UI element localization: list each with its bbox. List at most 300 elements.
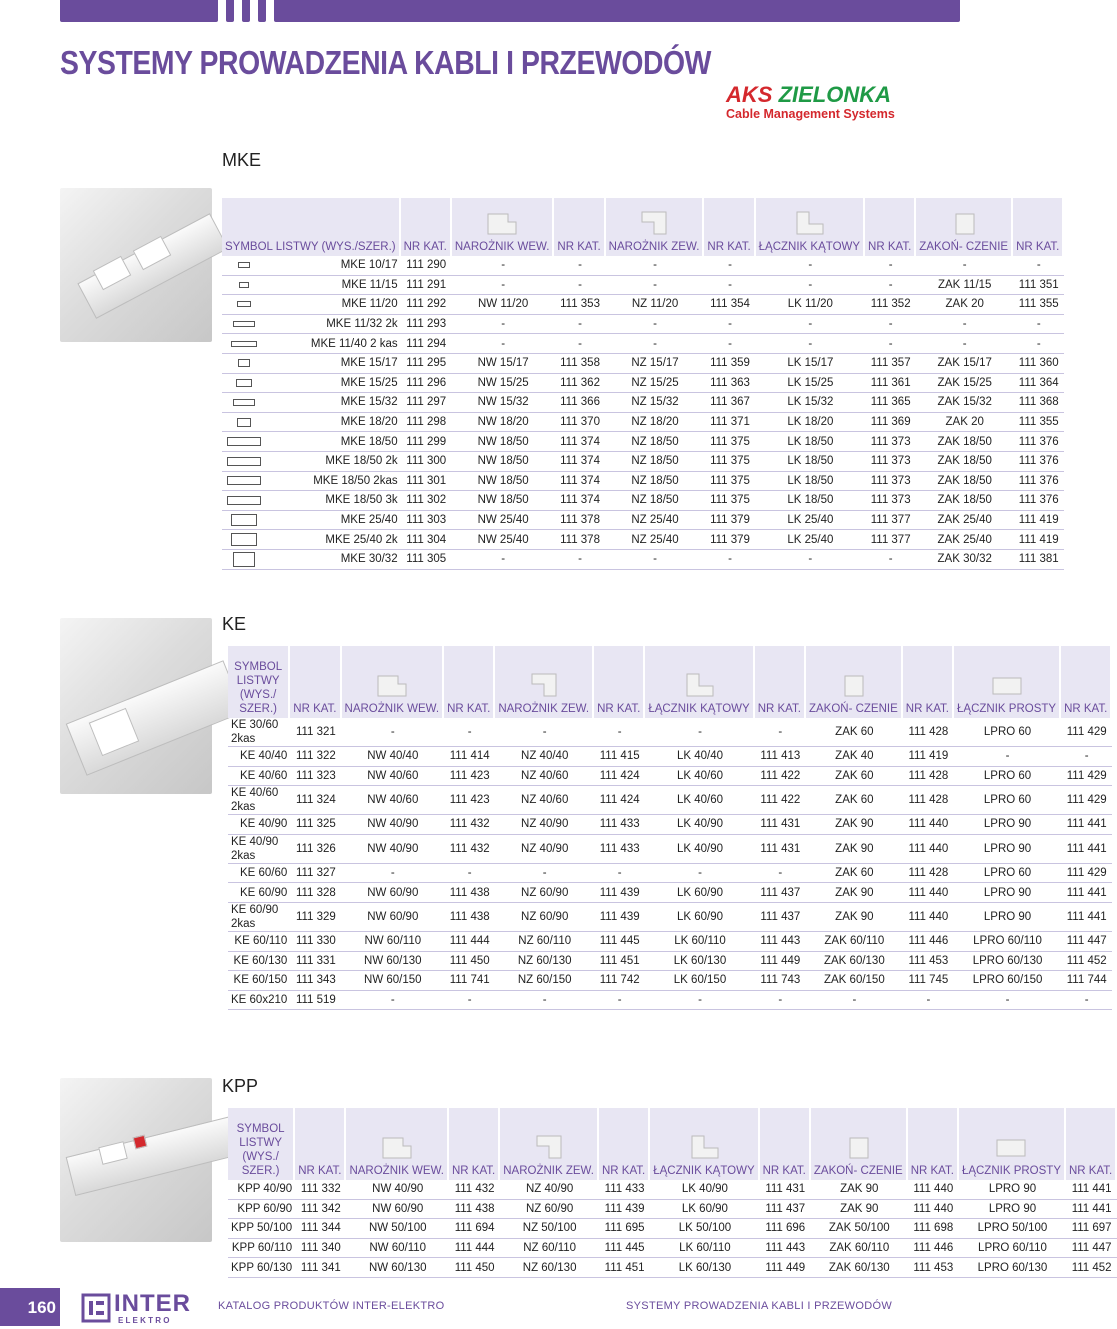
header-nr xyxy=(1061,646,1112,718)
table-cell: 111 373 xyxy=(865,432,916,452)
ke-header-row xyxy=(228,646,1112,718)
table-cell: 111 429 xyxy=(1061,786,1112,815)
table-row xyxy=(228,864,1112,884)
table-cell: 111 440 xyxy=(908,1200,959,1220)
table-cell: 111 440 xyxy=(908,1180,959,1200)
table-cell: ZAK 90 xyxy=(806,815,903,835)
table-cell: NZ 25/40 xyxy=(606,530,705,550)
table-cell: - xyxy=(1013,256,1064,276)
table-cell: LK 18/50 xyxy=(756,452,865,472)
table-cell: 111 374 xyxy=(554,472,605,492)
table-cell: 111 373 xyxy=(865,472,916,492)
table-cell: 111 451 xyxy=(594,952,645,972)
table-cell: 111 445 xyxy=(599,1239,650,1259)
table-cell: LK 60/110 xyxy=(650,1239,759,1259)
table-cell: - xyxy=(495,864,594,884)
table-cell: 111 422 xyxy=(755,786,806,815)
table-cell-icon xyxy=(222,472,266,492)
table-cell: 111 443 xyxy=(760,1239,811,1259)
header-straight-joint xyxy=(959,1108,1066,1180)
table-cell: - xyxy=(606,276,705,296)
header-end-cap xyxy=(916,198,1013,256)
table-cell: NW 40/60 xyxy=(342,786,445,815)
header-label: NR KAT. xyxy=(452,1165,496,1177)
header-nr xyxy=(760,1108,811,1180)
page-title: SYSTEMY PROWADZENIA KABLI I PRZEWODÓW xyxy=(60,44,712,81)
table-row xyxy=(228,815,1112,835)
cross-section-icon xyxy=(231,533,258,546)
table-cell: 111 379 xyxy=(704,530,755,550)
table-cell: LPRO 60 xyxy=(954,718,1061,747)
kpp-table xyxy=(228,1108,1117,1278)
table-cell: - xyxy=(342,864,445,884)
table-cell-symbol: KPP 60/130 xyxy=(228,1258,295,1278)
table-cell: - xyxy=(444,991,495,1011)
table-cell: 111 449 xyxy=(755,952,806,972)
table-cell: - xyxy=(606,256,705,276)
table-cell: NW 60/130 xyxy=(342,952,445,972)
table-cell: NZ 18/50 xyxy=(606,452,705,472)
table-cell: LPRO 90 xyxy=(954,903,1061,932)
table-cell: NZ 60/130 xyxy=(500,1258,599,1278)
table-cell-icon xyxy=(222,511,266,531)
table-cell: ZAK 60 xyxy=(806,864,903,884)
table-cell: 111 296 xyxy=(401,374,452,394)
table-cell: LK 25/40 xyxy=(756,511,865,531)
table-cell: - xyxy=(704,334,755,354)
table-cell: NW 60/130 xyxy=(346,1258,449,1278)
table-cell: NZ 40/40 xyxy=(495,747,594,767)
table-cell: 111 366 xyxy=(554,393,605,413)
header-label: SYMBOL LISTWY (WYS./SZER.) xyxy=(225,241,396,253)
table-cell: 111 361 xyxy=(865,374,916,394)
table-cell: 111 376 xyxy=(1013,491,1064,511)
table-cell: 111 332 xyxy=(295,1180,346,1200)
table-row xyxy=(228,1239,1117,1259)
table-cell-symbol: KPP 50/100 xyxy=(228,1219,295,1239)
section-title-kpp: KPP xyxy=(222,1076,259,1096)
table-cell: 111 413 xyxy=(755,747,806,767)
table-cell: 111 429 xyxy=(1061,718,1112,747)
table-cell: 111 369 xyxy=(865,413,916,433)
table-cell: ZAK 40 xyxy=(806,747,903,767)
header-symbol xyxy=(222,198,401,256)
table-cell: - xyxy=(704,315,755,335)
table-cell: - xyxy=(756,276,865,296)
table-cell: 111 446 xyxy=(908,1239,959,1259)
corner-outer-icon xyxy=(524,670,564,700)
table-row xyxy=(222,550,1064,570)
cross-section-icon xyxy=(238,359,249,367)
table-cell-symbol: KE 60/130 xyxy=(228,952,290,972)
table-cell: LK 60/110 xyxy=(645,932,754,952)
table-cell: - xyxy=(444,864,495,884)
table-cell: - xyxy=(954,991,1061,1011)
table-cell-icon xyxy=(222,256,266,276)
table-row xyxy=(222,276,1064,296)
cross-section-icon xyxy=(238,262,249,268)
table-cell: 111 297 xyxy=(401,393,452,413)
table-cell: 111 415 xyxy=(594,747,645,767)
table-cell: LK 40/90 xyxy=(645,815,754,835)
table-cell-symbol: KE 60x210 xyxy=(228,991,290,1011)
table-cell-symbol: KE 60/60 xyxy=(228,864,290,884)
table-cell: NW 50/100 xyxy=(346,1219,449,1239)
table-cell: 111 439 xyxy=(594,883,645,903)
table-cell: NW 60/90 xyxy=(346,1200,449,1220)
table-cell: LK 60/150 xyxy=(645,971,754,991)
table-cell: 111 295 xyxy=(401,354,452,374)
table-cell: 111 368 xyxy=(1013,393,1064,413)
table-cell: 111 374 xyxy=(554,452,605,472)
mke-table xyxy=(222,198,1064,570)
top-tab xyxy=(258,0,266,22)
table-cell: 111 696 xyxy=(760,1219,811,1239)
table-cell: 111 450 xyxy=(444,952,495,972)
table-cell-icon xyxy=(222,315,266,335)
table-cell-symbol: MKE 10/17 xyxy=(266,256,401,276)
table-cell: NW 15/25 xyxy=(452,374,555,394)
table-cell: - xyxy=(452,276,555,296)
table-cell: NW 60/110 xyxy=(342,932,445,952)
table-cell: 111 323 xyxy=(290,767,341,787)
table-cell: 111 363 xyxy=(704,374,755,394)
table-cell: 111 453 xyxy=(908,1258,959,1278)
cross-section-icon xyxy=(237,301,250,307)
header-label: NAROŻNIK WEW. xyxy=(344,703,440,715)
table-cell: 111 340 xyxy=(295,1239,346,1259)
ke-table xyxy=(228,646,1112,1010)
table-cell: 111 441 xyxy=(1061,883,1112,903)
table-row xyxy=(222,472,1064,492)
table-cell: 111 433 xyxy=(594,835,645,864)
header-label: ŁĄCZNIK KĄTOWY xyxy=(648,703,750,715)
table-cell: NW 25/40 xyxy=(452,511,555,531)
table-cell: 111 341 xyxy=(295,1258,346,1278)
corner-inner-icon xyxy=(377,1132,417,1162)
table-cell-icon xyxy=(222,413,266,433)
table-row xyxy=(228,1180,1117,1200)
table-cell-symbol: KPP 60/90 xyxy=(228,1200,295,1220)
table-cell: ZAK 60/130 xyxy=(811,1258,908,1278)
table-cell: 111 343 xyxy=(290,971,341,991)
table-cell: 111 375 xyxy=(704,491,755,511)
table-cell: 111 432 xyxy=(449,1180,500,1200)
table-row xyxy=(222,374,1064,394)
table-cell-icon xyxy=(222,530,266,550)
top-tab xyxy=(242,0,250,22)
table-cell-symbol: MKE 18/20 xyxy=(266,413,401,433)
table-cell: 111 429 xyxy=(1061,864,1112,884)
table-cell: ZAK 25/40 xyxy=(916,530,1013,550)
inter-elektro-logo xyxy=(82,1292,202,1324)
table-cell: 111 447 xyxy=(1066,1239,1117,1259)
table-cell: ZAK 15/32 xyxy=(916,393,1013,413)
table-cell: 111 433 xyxy=(594,815,645,835)
table-cell: LK 15/17 xyxy=(756,354,865,374)
header-label: NR KAT. xyxy=(910,1165,954,1177)
corner-inner-icon xyxy=(372,670,412,700)
header-label: NAROŻNIK WEW. xyxy=(349,1165,444,1177)
table-cell: 111 291 xyxy=(401,276,452,296)
header-label: ŁĄCZNIK KĄTOWY xyxy=(653,1165,755,1177)
cross-section-icon xyxy=(227,496,260,505)
table-cell: - xyxy=(495,991,594,1011)
table-cell: 111 698 xyxy=(908,1219,959,1239)
table-cell: 111 378 xyxy=(554,530,605,550)
table-row xyxy=(222,511,1064,531)
table-cell-symbol: MKE 18/50 xyxy=(266,432,401,452)
table-cell: 111 293 xyxy=(401,315,452,335)
table-cell: 111 744 xyxy=(1061,971,1112,991)
header-label: NR KAT. xyxy=(601,1165,646,1177)
table-cell: 111 327 xyxy=(290,864,341,884)
table-cell: NW 25/40 xyxy=(452,530,555,550)
table-cell: 111 423 xyxy=(444,786,495,815)
table-cell: ZAK 18/50 xyxy=(916,491,1013,511)
table-cell: 111 354 xyxy=(704,295,755,315)
table-cell: NZ 60/90 xyxy=(495,883,594,903)
table-cell: 111 367 xyxy=(704,393,755,413)
table-cell: LK 18/20 xyxy=(756,413,865,433)
table-cell: 111 432 xyxy=(444,835,495,864)
table-cell: NW 18/50 xyxy=(452,452,555,472)
table-cell: 111 344 xyxy=(295,1219,346,1239)
table-cell: - xyxy=(916,334,1013,354)
table-row xyxy=(228,1200,1117,1220)
header-nr xyxy=(1066,1108,1117,1180)
table-cell: 111 428 xyxy=(903,718,954,747)
table-cell: 111 440 xyxy=(903,883,954,903)
table-cell: 111 377 xyxy=(865,511,916,531)
table-cell-symbol: MKE 25/40 2k xyxy=(266,530,401,550)
table-cell: 111 375 xyxy=(704,472,755,492)
table-cell: 111 299 xyxy=(401,432,452,452)
cross-section-icon xyxy=(233,552,254,567)
end-cap-icon xyxy=(838,1132,878,1162)
ke-product-photo xyxy=(60,618,212,794)
table-cell-symbol: MKE 18/50 2k xyxy=(266,452,401,472)
table-cell: ZAK 20 xyxy=(916,413,1013,433)
table-cell-icon xyxy=(222,354,266,374)
table-cell: 111 298 xyxy=(401,413,452,433)
corner-inner-icon xyxy=(482,208,522,238)
table-cell: LK 15/32 xyxy=(756,393,865,413)
table-cell: NZ 60/150 xyxy=(495,971,594,991)
table-cell: - xyxy=(495,718,594,747)
table-cell: LK 25/40 xyxy=(756,530,865,550)
table-cell: 111 381 xyxy=(1013,550,1064,570)
table-row xyxy=(228,903,1112,932)
table-cell: - xyxy=(865,550,916,570)
header-label: NR KAT. xyxy=(762,1165,806,1177)
table-cell: 111 353 xyxy=(554,295,605,315)
table-cell: NW 40/60 xyxy=(342,767,445,787)
corner-outer-icon xyxy=(529,1132,569,1162)
table-cell-symbol: MKE 30/32 xyxy=(266,550,401,570)
table-cell-icon xyxy=(222,334,266,354)
header-corner-inner xyxy=(452,198,555,256)
table-cell: - xyxy=(756,334,865,354)
footer-brand-top: INTER xyxy=(114,1290,191,1317)
table-row xyxy=(228,971,1112,991)
table-cell: LK 40/60 xyxy=(645,786,754,815)
header-label: ZAKOŃ- CZENIE xyxy=(808,703,898,715)
table-cell-icon xyxy=(222,491,266,511)
header-nr xyxy=(401,198,452,256)
table-cell: ZAK 15/25 xyxy=(916,374,1013,394)
header-label: NR KAT. xyxy=(868,241,912,253)
table-cell: LPRO 60/150 xyxy=(954,971,1061,991)
end-cap-icon xyxy=(833,670,873,700)
table-cell: NW 11/20 xyxy=(452,295,555,315)
header-label: SYMBOL LISTWY (WYS./ SZER.) xyxy=(234,661,283,715)
table-row xyxy=(222,491,1064,511)
table-cell: LPRO 60 xyxy=(954,786,1061,815)
table-cell: - xyxy=(342,718,445,747)
table-row xyxy=(222,530,1064,550)
table-cell: ZAK 90 xyxy=(806,883,903,903)
table-cell: ZAK 90 xyxy=(811,1180,908,1200)
table-cell: - xyxy=(594,864,645,884)
table-cell: NZ 60/90 xyxy=(500,1200,599,1220)
header-label: ŁĄCZNIK PROSTY xyxy=(957,703,1057,715)
table-cell: 111 294 xyxy=(401,334,452,354)
table-cell: 111 437 xyxy=(760,1200,811,1220)
table-cell: - xyxy=(704,276,755,296)
header-corner-outer xyxy=(495,646,594,718)
table-cell: NW 60/150 xyxy=(342,971,445,991)
table-cell: LPRO 90 xyxy=(954,883,1061,903)
table-cell: 111 378 xyxy=(554,511,605,531)
table-cell: - xyxy=(1013,334,1064,354)
table-row xyxy=(228,767,1112,787)
table-row xyxy=(228,883,1112,903)
table-cell: 111 446 xyxy=(903,932,954,952)
table-cell-symbol: KPP 60/110 xyxy=(228,1239,295,1259)
table-cell: - xyxy=(444,718,495,747)
table-cell: NZ 11/20 xyxy=(606,295,705,315)
table-cell: 111 414 xyxy=(444,747,495,767)
header-corner-outer xyxy=(606,198,705,256)
table-cell: LPRO 60/130 xyxy=(959,1258,1066,1278)
table-cell: 111 360 xyxy=(1013,354,1064,374)
table-cell: 111 440 xyxy=(903,835,954,864)
top-tab xyxy=(226,0,234,22)
table-cell: NW 60/110 xyxy=(346,1239,449,1259)
header-corner-outer xyxy=(500,1108,599,1180)
straight-joint-icon xyxy=(991,1132,1031,1162)
table-cell: 111 371 xyxy=(704,413,755,433)
table-cell: LPRO 60 xyxy=(954,864,1061,884)
table-cell: NZ 40/90 xyxy=(500,1180,599,1200)
straight-joint-icon xyxy=(987,670,1027,700)
table-cell-symbol: KE 60/90 xyxy=(228,883,290,903)
table-cell: - xyxy=(755,718,806,747)
cross-section-icon xyxy=(231,341,258,347)
table-cell: 111 365 xyxy=(865,393,916,413)
top-tab xyxy=(274,0,960,22)
table-cell: LPRO 90 xyxy=(954,835,1061,864)
table-cell: ZAK 60/110 xyxy=(806,932,903,952)
table-cell: 111 451 xyxy=(599,1258,650,1278)
table-cell: - xyxy=(606,315,705,335)
table-cell: LPRO 60/110 xyxy=(954,932,1061,952)
table-cell: LPRO 60/110 xyxy=(959,1239,1066,1259)
table-cell: - xyxy=(755,864,806,884)
table-cell: NW 40/90 xyxy=(342,815,445,835)
table-cell: 111 357 xyxy=(865,354,916,374)
table-cell: - xyxy=(903,991,954,1011)
table-cell: 111 441 xyxy=(1061,903,1112,932)
header-label: NR KAT. xyxy=(1069,1165,1113,1177)
table-cell: 111 300 xyxy=(401,452,452,472)
table-cell: - xyxy=(452,315,555,335)
table-cell: ZAK 18/50 xyxy=(916,472,1013,492)
table-cell: - xyxy=(554,334,605,354)
table-cell: 111 438 xyxy=(449,1200,500,1220)
logo-tagline: Cable Management Systems xyxy=(726,107,895,121)
table-cell: 111 362 xyxy=(554,374,605,394)
header-label: NR KAT. xyxy=(1064,703,1108,715)
table-cell-symbol: KE 40/60 xyxy=(228,767,290,787)
table-cell: - xyxy=(756,256,865,276)
angle-joint-icon xyxy=(684,1132,724,1162)
table-cell: 111 741 xyxy=(444,971,495,991)
header-label: NR KAT. xyxy=(1016,241,1060,253)
table-row xyxy=(228,991,1112,1011)
table-cell: LPRO 90 xyxy=(954,815,1061,835)
table-row xyxy=(228,932,1112,952)
table-cell: 111 376 xyxy=(1013,432,1064,452)
table-cell: ZAK 11/15 xyxy=(916,276,1013,296)
table-cell: NZ 18/20 xyxy=(606,413,705,433)
header-angle-joint xyxy=(650,1108,759,1180)
table-cell: - xyxy=(452,334,555,354)
table-cell: 111 375 xyxy=(704,452,755,472)
header-nr xyxy=(865,198,916,256)
aks-zielonka-logo xyxy=(726,84,896,121)
table-cell: 111 375 xyxy=(704,432,755,452)
header-label: ŁĄCZNIK KĄTOWY xyxy=(758,241,861,253)
table-cell: 111 428 xyxy=(903,786,954,815)
table-cell: - xyxy=(452,550,555,570)
table-cell: 111 328 xyxy=(290,883,341,903)
table-cell: NZ 50/100 xyxy=(500,1219,599,1239)
table-cell: 111 437 xyxy=(755,903,806,932)
table-cell: LK 40/60 xyxy=(645,767,754,787)
header-nr xyxy=(295,1108,346,1180)
table-cell: 111 439 xyxy=(599,1200,650,1220)
table-cell: 111 324 xyxy=(290,786,341,815)
logo-brand-zielonka: ZIELONKA xyxy=(778,82,892,107)
table-cell: 111 440 xyxy=(903,815,954,835)
cross-section-icon xyxy=(231,514,258,527)
table-cell-symbol: KE 60/110 xyxy=(228,932,290,952)
table-cell: LK 40/40 xyxy=(645,747,754,767)
table-cell: 111 326 xyxy=(290,835,341,864)
kpp-header-row xyxy=(228,1108,1117,1180)
table-cell: NW 18/50 xyxy=(452,472,555,492)
table-cell: - xyxy=(916,256,1013,276)
table-row xyxy=(228,718,1112,747)
header-label: NR KAT. xyxy=(707,241,751,253)
header-nr xyxy=(1013,198,1064,256)
table-cell: LK 15/25 xyxy=(756,374,865,394)
table-cell: NW 18/20 xyxy=(452,413,555,433)
cross-section-icon xyxy=(227,476,260,485)
table-row xyxy=(228,835,1112,864)
